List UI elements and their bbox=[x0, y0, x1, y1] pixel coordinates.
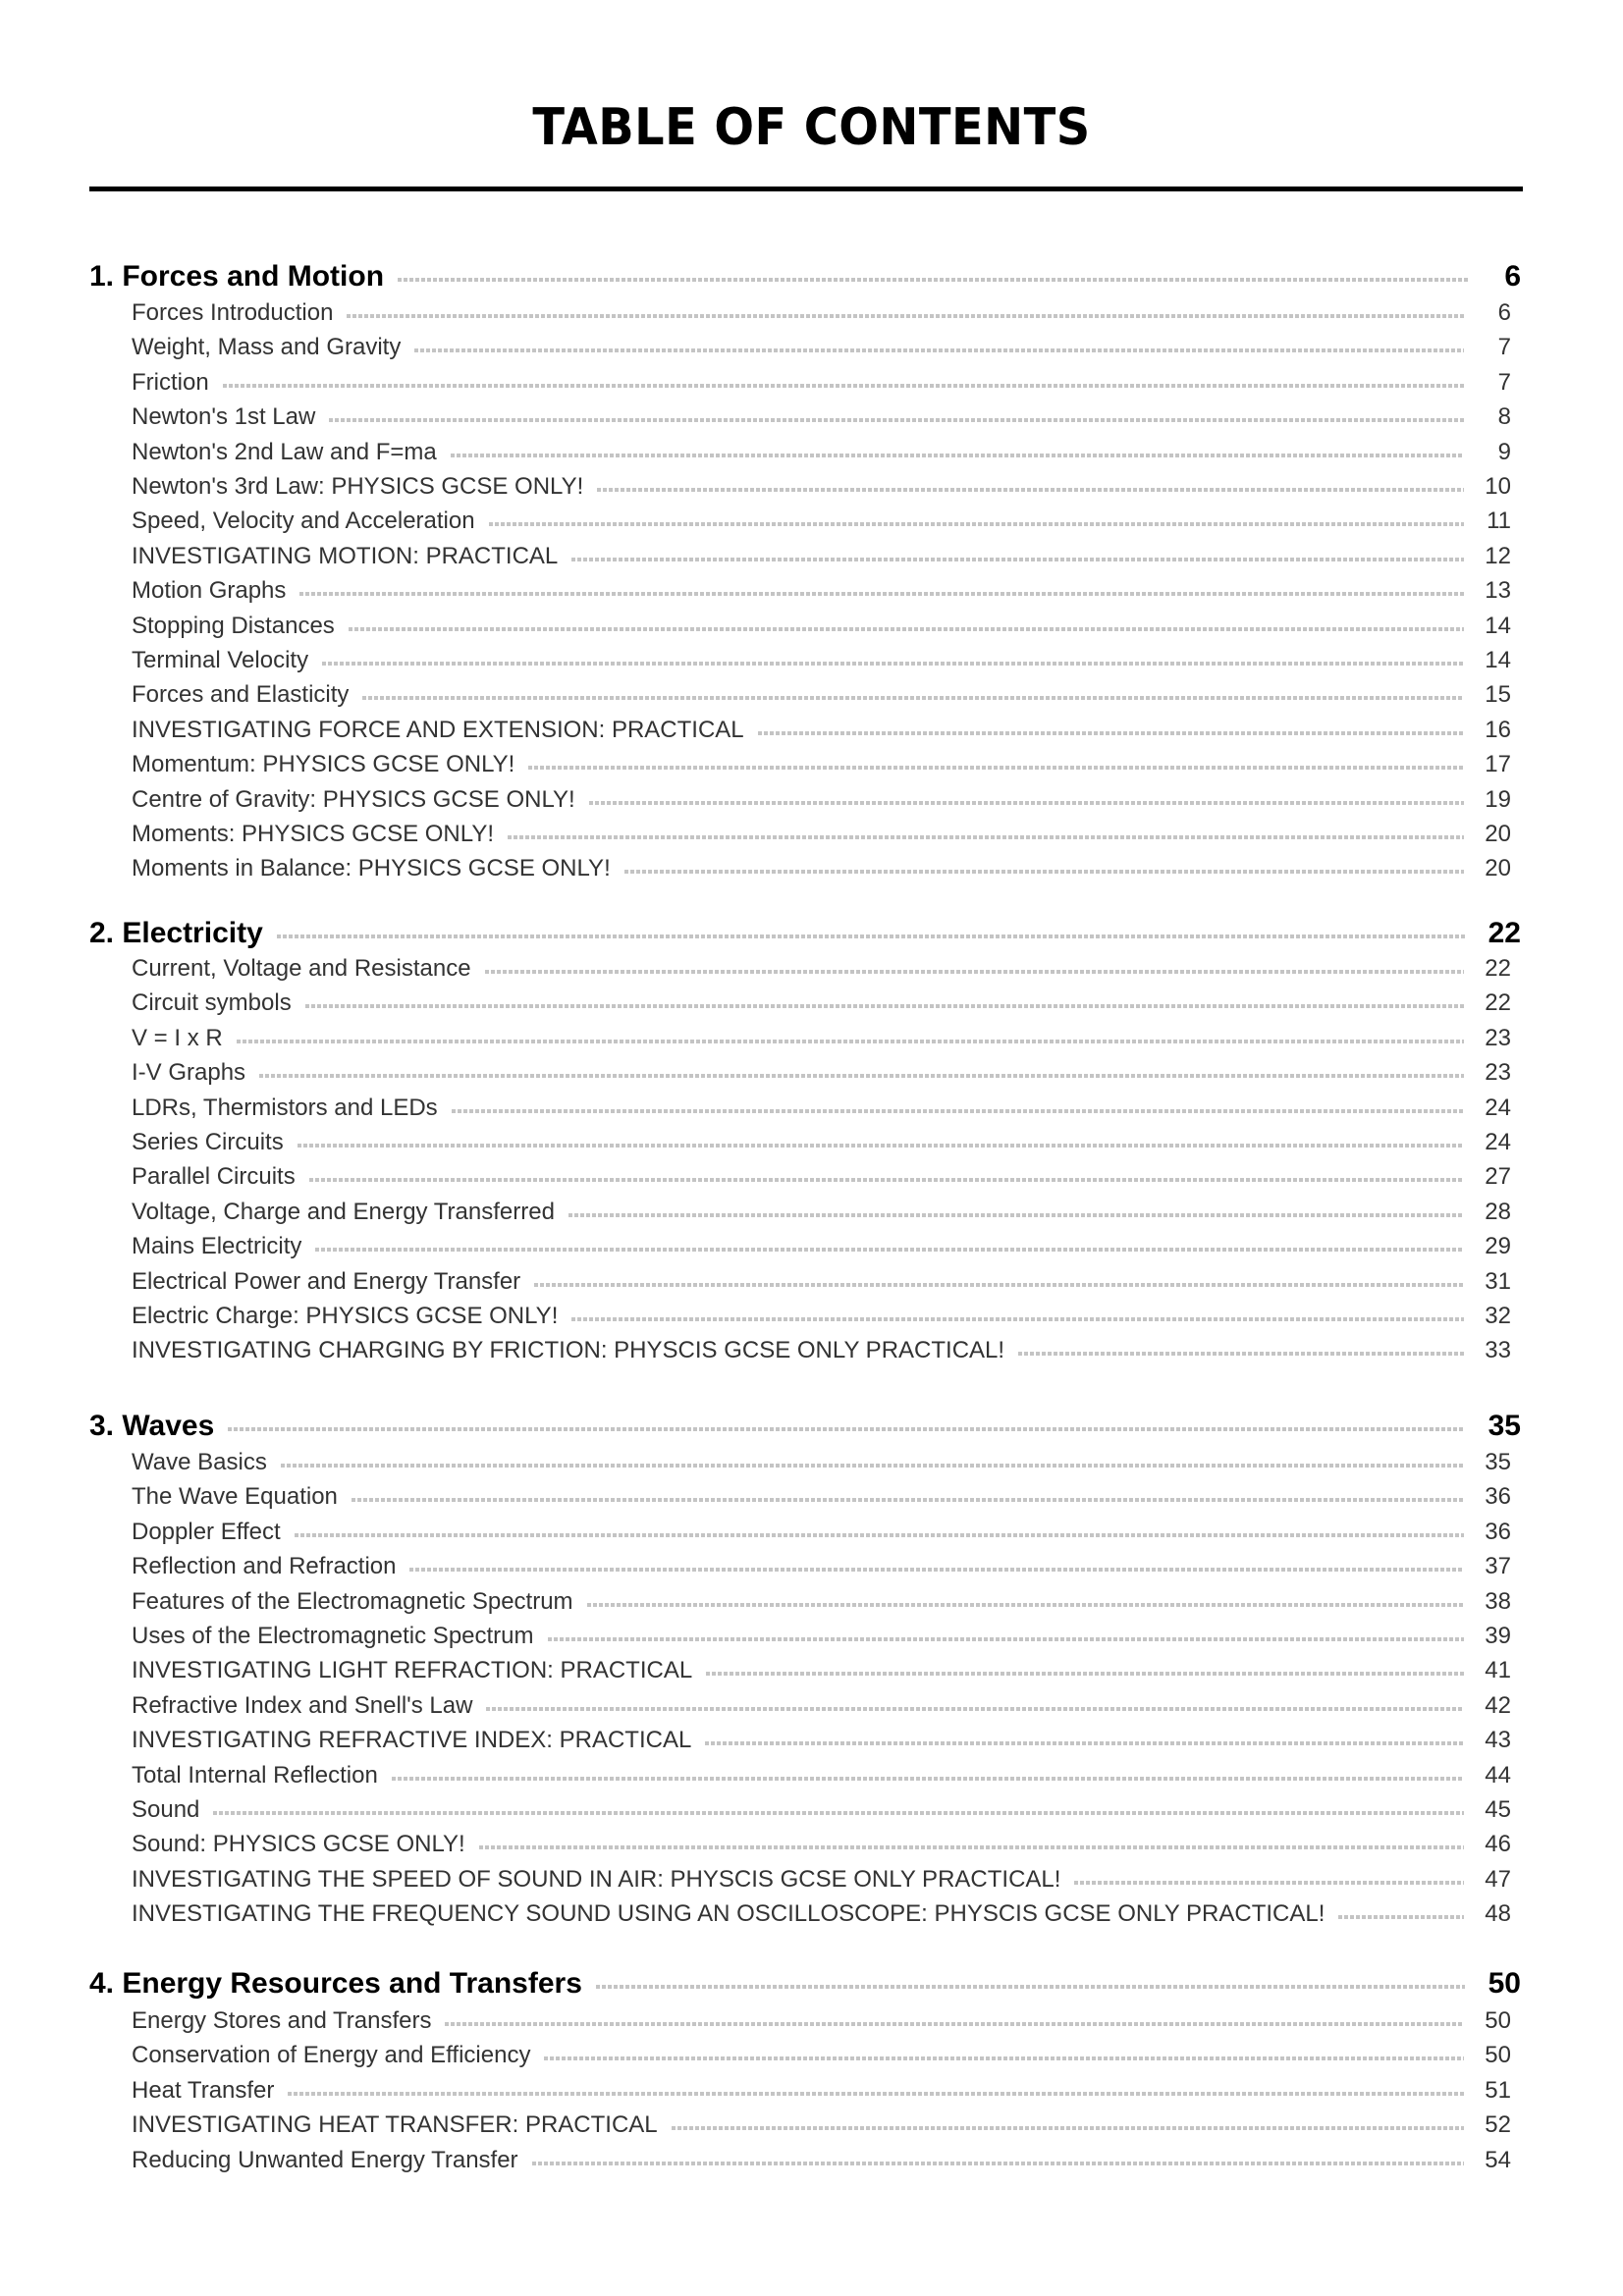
toc-entry-the-wave-equation[interactable] bbox=[132, 1480, 1511, 1514]
entry-title: Voltage, Charge and Energy Transferred bbox=[132, 1199, 555, 1225]
entry-title: Uses of the Electromagnetic Spectrum bbox=[132, 1623, 534, 1649]
toc-entry-conservation-of-energy-and-efficiency[interactable] bbox=[132, 2039, 1511, 2072]
toc-entry-sound-physics-gcse-only[interactable] bbox=[132, 1828, 1511, 1861]
dot-leader bbox=[571, 1317, 1464, 1321]
entry-title: Reducing Unwanted Energy Transfer bbox=[132, 2147, 518, 2173]
page-number: 48 bbox=[1485, 1900, 1511, 1927]
dot-leader bbox=[305, 1004, 1464, 1008]
page-number: 44 bbox=[1485, 1762, 1511, 1789]
page-number: 16 bbox=[1485, 717, 1511, 743]
page-number: 22 bbox=[1485, 955, 1511, 982]
dot-leader bbox=[479, 1845, 1464, 1849]
toc-entry-electric-charge-physics-gcse-only[interactable] bbox=[132, 1300, 1511, 1333]
dot-leader bbox=[672, 2126, 1464, 2130]
entry-title: Total Internal Reflection bbox=[132, 1762, 378, 1789]
dot-leader bbox=[532, 2162, 1464, 2165]
page-number: 19 bbox=[1485, 786, 1511, 813]
dot-leader bbox=[624, 870, 1464, 874]
toc-entry-refractive-index-and-snell-s-law[interactable] bbox=[132, 1689, 1511, 1723]
page-number: 12 bbox=[1485, 543, 1511, 569]
entry-title: Stopping Distances bbox=[132, 613, 335, 639]
dot-leader bbox=[352, 1498, 1464, 1502]
dot-leader bbox=[322, 662, 1464, 666]
page-number: 6 bbox=[1504, 260, 1521, 293]
dot-leader bbox=[259, 1074, 1464, 1078]
entry-title: Terminal Velocity bbox=[132, 647, 309, 673]
dot-leader bbox=[508, 835, 1464, 839]
page-number: 20 bbox=[1485, 855, 1511, 881]
toc-entry-stopping-distances[interactable] bbox=[132, 610, 1511, 643]
page-number: 41 bbox=[1485, 1657, 1511, 1683]
page-number: 23 bbox=[1485, 1059, 1511, 1086]
dot-leader bbox=[489, 522, 1464, 526]
entry-title: INVESTIGATING THE FREQUENCY SOUND USING AN OSCILLOSCOPE: PHYSCIS GCSE ONLY PRACTICAL! bbox=[132, 1900, 1325, 1927]
entry-title: Forces and Elasticity bbox=[132, 681, 350, 708]
page-number: 29 bbox=[1485, 1233, 1511, 1259]
page-number: 8 bbox=[1497, 403, 1511, 430]
dot-leader bbox=[705, 1741, 1464, 1745]
page-number: 50 bbox=[1485, 2007, 1511, 2034]
page-number: 14 bbox=[1485, 647, 1511, 673]
page-number: 37 bbox=[1485, 1553, 1511, 1579]
toc-entry-newton-s-2nd-law-and-f-ma[interactable] bbox=[132, 436, 1511, 469]
page-number: 36 bbox=[1485, 1519, 1511, 1545]
dot-leader bbox=[486, 1707, 1464, 1711]
entry-title: Speed, Velocity and Acceleration bbox=[132, 507, 475, 534]
toc-entry-forces-introduction[interactable] bbox=[132, 296, 1511, 330]
entry-title: Moments: PHYSICS GCSE ONLY! bbox=[132, 821, 494, 847]
entry-title: Momentum: PHYSICS GCSE ONLY! bbox=[132, 751, 515, 777]
entry-title: INVESTIGATING MOTION: PRACTICAL bbox=[132, 543, 559, 569]
page-number: 50 bbox=[1488, 1967, 1521, 2000]
toc-entry-moments-in-balance-physics-gcse-only[interactable] bbox=[132, 852, 1511, 885]
page-number: 35 bbox=[1488, 1410, 1521, 1442]
dot-leader bbox=[597, 488, 1464, 492]
dot-leader bbox=[298, 1144, 1464, 1148]
page-number: 24 bbox=[1485, 1129, 1511, 1155]
toc-entry-electrical-power-and-energy-transfer[interactable] bbox=[132, 1265, 1511, 1299]
toc-entry-momentum-physics-gcse-only[interactable] bbox=[132, 748, 1511, 781]
entry-title: Sound bbox=[132, 1796, 200, 1823]
dot-leader bbox=[534, 1283, 1464, 1287]
dot-leader bbox=[589, 801, 1464, 805]
page-number: 27 bbox=[1485, 1163, 1511, 1190]
toc-entry-v-i-x-r[interactable] bbox=[132, 1022, 1511, 1055]
dot-leader bbox=[528, 766, 1464, 770]
toc-entry-mains-electricity[interactable] bbox=[132, 1230, 1511, 1263]
dot-leader bbox=[706, 1672, 1464, 1676]
entry-title: Moments in Balance: PHYSICS GCSE ONLY! bbox=[132, 855, 611, 881]
page-number: 42 bbox=[1485, 1692, 1511, 1719]
page-number: 6 bbox=[1497, 299, 1511, 326]
entry-title: Features of the Electromagnetic Spectrum bbox=[132, 1588, 573, 1615]
entry-title: INVESTIGATING FORCE AND EXTENSION: PRACTICAL bbox=[132, 717, 744, 743]
dot-leader bbox=[445, 2022, 1464, 2026]
dot-leader bbox=[392, 1777, 1464, 1781]
dot-leader bbox=[414, 348, 1464, 352]
entry-title: Electrical Power and Energy Transfer bbox=[132, 1268, 521, 1295]
entry-title: INVESTIGATING CHARGING BY FRICTION: PHYSCIS GCSE ONLY PRACTICAL! bbox=[132, 1337, 1005, 1363]
toc-entry-doppler-effect[interactable] bbox=[132, 1516, 1511, 1549]
entry-title: Centre of Gravity: PHYSICS GCSE ONLY! bbox=[132, 786, 575, 813]
toc-section-2-electricity[interactable] bbox=[89, 915, 1521, 952]
entry-title: INVESTIGATING THE SPEED OF SOUND IN AIR: PHYSCIS GCSE ONLY PRACTICAL! bbox=[132, 1866, 1061, 1893]
toc-entry-investigating-heat-transfer-practical[interactable] bbox=[132, 2109, 1511, 2142]
page-number: 17 bbox=[1485, 751, 1511, 777]
page-number: 47 bbox=[1485, 1866, 1511, 1893]
page-number: 31 bbox=[1485, 1268, 1511, 1295]
title-divider bbox=[89, 187, 1523, 191]
toc-entry-features-of-the-electromagnetic-spectrum[interactable] bbox=[132, 1585, 1511, 1619]
entry-title: I-V Graphs bbox=[132, 1059, 246, 1086]
page-number: 7 bbox=[1497, 369, 1511, 396]
dot-leader bbox=[299, 592, 1464, 596]
entry-title: Newton's 3rd Law: PHYSICS GCSE ONLY! bbox=[132, 473, 584, 500]
dot-leader bbox=[587, 1603, 1464, 1607]
entry-title: Reflection and Refraction bbox=[132, 1553, 397, 1579]
dot-leader bbox=[548, 1637, 1464, 1641]
entry-title: Forces Introduction bbox=[132, 299, 334, 326]
toc-entry-voltage-charge-and-energy-transferred[interactable] bbox=[132, 1196, 1511, 1229]
page-number: 7 bbox=[1497, 334, 1511, 360]
page-number: 23 bbox=[1485, 1025, 1511, 1051]
entry-title: Refractive Index and Snell's Law bbox=[132, 1692, 473, 1719]
toc-entry-friction[interactable] bbox=[132, 366, 1511, 400]
toc-entry-investigating-charging-by-friction-physcis-gcse-[interactable] bbox=[132, 1334, 1511, 1367]
entry-title: Friction bbox=[132, 369, 209, 396]
toc-entry-uses-of-the-electromagnetic-spectrum[interactable] bbox=[132, 1620, 1511, 1653]
toc-entry-speed-velocity-and-acceleration[interactable] bbox=[132, 505, 1511, 538]
toc-entry-newton-s-3rd-law-physics-gcse-only[interactable] bbox=[132, 470, 1511, 504]
dot-leader bbox=[758, 731, 1464, 735]
entry-title: Heat Transfer bbox=[132, 2077, 275, 2104]
dot-leader bbox=[213, 1811, 1464, 1815]
entry-title: Electric Charge: PHYSICS GCSE ONLY! bbox=[132, 1303, 559, 1329]
entry-title: Current, Voltage and Resistance bbox=[132, 955, 471, 982]
entry-title: INVESTIGATING LIGHT REFRACTION: PRACTICAL bbox=[132, 1657, 693, 1683]
page-number: 24 bbox=[1485, 1095, 1511, 1121]
page-number: 10 bbox=[1485, 473, 1511, 500]
page-number: 28 bbox=[1485, 1199, 1511, 1225]
entry-title: Parallel Circuits bbox=[132, 1163, 296, 1190]
section-title: 4. Energy Resources and Transfers bbox=[89, 1967, 582, 2000]
dot-leader bbox=[398, 278, 1468, 282]
toc-entry-terminal-velocity[interactable] bbox=[132, 644, 1511, 677]
toc-entry-investigating-motion-practical[interactable] bbox=[132, 540, 1511, 573]
toc-entry-investigating-force-and-extension-practical[interactable] bbox=[132, 714, 1511, 747]
toc-entry-newton-s-1st-law[interactable] bbox=[132, 400, 1511, 434]
page-number: 13 bbox=[1485, 577, 1511, 604]
dot-leader bbox=[571, 558, 1464, 561]
toc-entry-motion-graphs[interactable] bbox=[132, 574, 1511, 608]
toc-entry-ldrs-thermistors-and-leds[interactable] bbox=[132, 1092, 1511, 1125]
section-title: 1. Forces and Motion bbox=[89, 260, 385, 293]
entry-title: V = I x R bbox=[132, 1025, 223, 1051]
entry-title: Motion Graphs bbox=[132, 577, 287, 604]
page-number: 14 bbox=[1485, 613, 1511, 639]
toc-entry-weight-mass-and-gravity[interactable] bbox=[132, 331, 1511, 364]
section-title: 3. Waves bbox=[89, 1410, 215, 1442]
toc-entry-investigating-the-frequency-sound-using-an-oscil[interactable] bbox=[132, 1897, 1511, 1931]
section-title: 2. Electricity bbox=[89, 917, 263, 949]
dot-leader bbox=[277, 934, 1465, 938]
toc-entry-series-circuits[interactable] bbox=[132, 1126, 1511, 1159]
dot-leader bbox=[485, 970, 1464, 974]
dot-leader bbox=[596, 1985, 1465, 1989]
dot-leader bbox=[1338, 1915, 1464, 1919]
dot-leader bbox=[237, 1040, 1464, 1043]
page-number: 35 bbox=[1485, 1449, 1511, 1475]
toc-section-3-waves[interactable] bbox=[89, 1408, 1521, 1445]
toc-entry-energy-stores-and-transfers[interactable] bbox=[132, 2004, 1511, 2038]
dot-leader bbox=[409, 1568, 1464, 1572]
entry-title: LDRs, Thermistors and LEDs bbox=[132, 1095, 438, 1121]
dot-leader bbox=[288, 2092, 1464, 2096]
page-number: 50 bbox=[1485, 2042, 1511, 2068]
entry-title: INVESTIGATING HEAT TRANSFER: PRACTICAL bbox=[132, 2111, 658, 2138]
dot-leader bbox=[1074, 1881, 1464, 1885]
dot-leader bbox=[452, 1109, 1464, 1113]
dot-leader bbox=[1018, 1352, 1464, 1356]
toc-section-1-forces-and-motion[interactable] bbox=[89, 258, 1521, 295]
entry-title: Doppler Effect bbox=[132, 1519, 281, 1545]
toc-entry-circuit-symbols[interactable] bbox=[132, 987, 1511, 1020]
dot-leader bbox=[347, 314, 1464, 318]
page-number: 15 bbox=[1485, 681, 1511, 708]
toc-entry-reducing-unwanted-energy-transfer[interactable] bbox=[132, 2144, 1511, 2177]
page-number: 39 bbox=[1485, 1623, 1511, 1649]
entry-title: The Wave Equation bbox=[132, 1483, 338, 1510]
entry-title: Mains Electricity bbox=[132, 1233, 302, 1259]
dot-leader bbox=[228, 1427, 1464, 1431]
toc-entry-investigating-refractive-index-practical[interactable] bbox=[132, 1724, 1511, 1757]
dot-leader bbox=[309, 1178, 1464, 1182]
toc-entry-centre-of-gravity-physics-gcse-only[interactable] bbox=[132, 783, 1511, 817]
page-number: 43 bbox=[1485, 1727, 1511, 1753]
page-number: 54 bbox=[1485, 2147, 1511, 2173]
toc-entry-forces-and-elasticity[interactable] bbox=[132, 678, 1511, 712]
page-number: 38 bbox=[1485, 1588, 1511, 1615]
dot-leader bbox=[329, 418, 1464, 422]
toc-entry-i-v-graphs[interactable] bbox=[132, 1056, 1511, 1090]
entry-title: Sound: PHYSICS GCSE ONLY! bbox=[132, 1831, 465, 1857]
dot-leader bbox=[544, 2056, 1464, 2060]
toc-entry-parallel-circuits[interactable] bbox=[132, 1160, 1511, 1194]
toc-entry-total-internal-reflection[interactable] bbox=[132, 1759, 1511, 1792]
page-number: 11 bbox=[1487, 507, 1511, 534]
toc-entry-sound[interactable] bbox=[132, 1793, 1511, 1827]
toc-entry-wave-basics[interactable] bbox=[132, 1446, 1511, 1479]
page-number: 33 bbox=[1485, 1337, 1511, 1363]
entry-title: Weight, Mass and Gravity bbox=[132, 334, 402, 360]
page-number: 52 bbox=[1485, 2111, 1511, 2138]
entry-title: Conservation of Energy and Efficiency bbox=[132, 2042, 531, 2068]
page-number: 9 bbox=[1497, 439, 1511, 465]
dot-leader bbox=[295, 1533, 1464, 1537]
page-number: 32 bbox=[1485, 1303, 1511, 1329]
page-number: 20 bbox=[1485, 821, 1511, 847]
toc-entry-moments-physics-gcse-only[interactable] bbox=[132, 818, 1511, 851]
toc-section-4-energy-resources-and-transfers[interactable] bbox=[89, 1965, 1521, 2002]
dot-leader bbox=[349, 627, 1464, 631]
toc-entry-heat-transfer[interactable] bbox=[132, 2074, 1511, 2108]
entry-title: INVESTIGATING REFRACTIVE INDEX: PRACTICAL bbox=[132, 1727, 692, 1753]
page-number: 45 bbox=[1485, 1796, 1511, 1823]
toc-entry-current-voltage-and-resistance[interactable] bbox=[132, 952, 1511, 986]
entry-title: Circuit symbols bbox=[132, 989, 292, 1016]
entry-title: Energy Stores and Transfers bbox=[132, 2007, 432, 2034]
page-number: 46 bbox=[1485, 1831, 1511, 1857]
page-title: TABLE OF CONTENTS bbox=[532, 98, 1091, 157]
dot-leader bbox=[451, 454, 1464, 457]
toc-entry-reflection-and-refraction[interactable] bbox=[132, 1550, 1511, 1583]
entry-title: Newton's 1st Law bbox=[132, 403, 316, 430]
page-number: 22 bbox=[1485, 989, 1511, 1016]
dot-leader bbox=[281, 1464, 1464, 1468]
page-number: 36 bbox=[1485, 1483, 1511, 1510]
entry-title: Wave Basics bbox=[132, 1449, 267, 1475]
entry-title: Newton's 2nd Law and F=ma bbox=[132, 439, 437, 465]
dot-leader bbox=[315, 1248, 1464, 1252]
toc-entry-investigating-the-speed-of-sound-in-air-physcis-[interactable] bbox=[132, 1863, 1511, 1896]
toc-entry-investigating-light-refraction-practical[interactable] bbox=[132, 1654, 1511, 1687]
dot-leader bbox=[568, 1213, 1464, 1217]
dot-leader bbox=[362, 696, 1464, 700]
entry-title: Series Circuits bbox=[132, 1129, 284, 1155]
page-number: 51 bbox=[1485, 2077, 1511, 2104]
page-number: 22 bbox=[1488, 917, 1521, 949]
dot-leader bbox=[223, 384, 1464, 388]
